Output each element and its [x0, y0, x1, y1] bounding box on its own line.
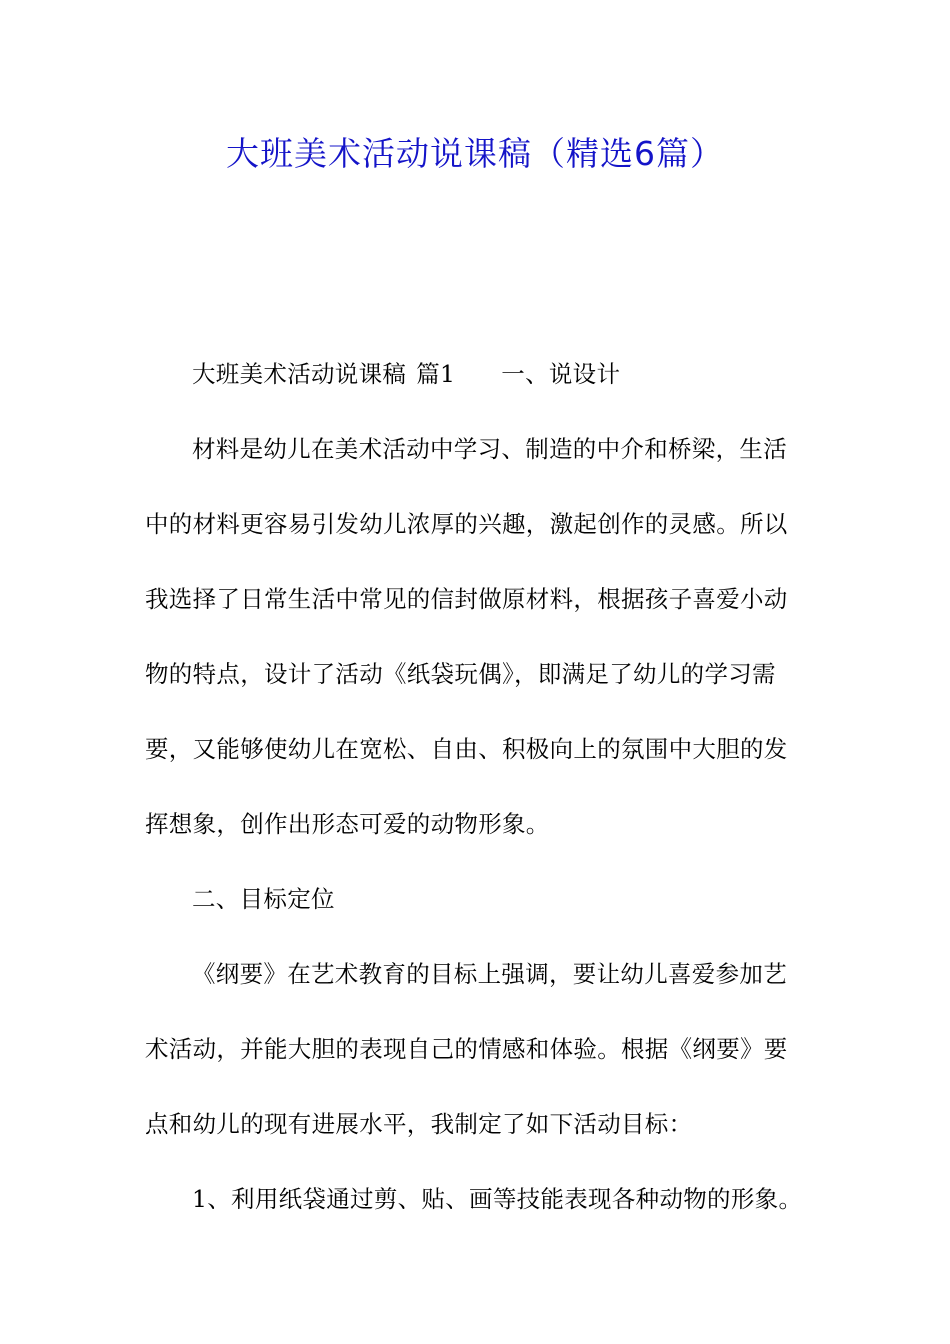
goal-item: 1、利用纸袋通过剪、贴、画等技能表现各种动物的形象。: [192, 1185, 803, 1213]
paragraph-line: 我选择了日常生活中常见的信封做原材料，根据孩子喜爱小动: [145, 585, 788, 613]
part-label: 篇1: [416, 360, 456, 388]
section-title: 大班美术活动说课稿: [192, 360, 407, 388]
paragraph-line: 《纲要》在艺术教育的目标上强调，要让幼儿喜爱参加艺: [192, 960, 787, 988]
paragraph-line: 材料是幼儿在美术活动中学习、制造的中介和桥梁，生活: [192, 435, 787, 463]
subheading: 一、说设计: [501, 360, 621, 388]
document-body: [145, 337, 810, 1237]
paragraph-line: 术活动，并能大胆的表现自己的情感和体验。根据《纲要》要: [145, 1035, 788, 1063]
paragraph-line: 点和幼儿的现有进展水平，我制定了如下活动目标：: [145, 1110, 693, 1138]
heading-target: 二、目标定位: [192, 885, 335, 913]
paragraph-line: 中的材料更容易引发幼儿浓厚的兴趣，激起创作的灵感。所以: [145, 510, 788, 538]
paragraph-line: 物的特点，设计了活动《纸袋玩偶》，即满足了幼儿的学习需: [145, 660, 776, 688]
paragraph-line: 挥想象，创作出形态可爱的动物形象。: [145, 810, 550, 838]
section-heading: [145, 337, 810, 412]
document-title: 大班美术活动说课稿（精选6篇）: [226, 134, 724, 173]
paragraph-line: 要，又能够使幼儿在宽松、自由、积极向上的氛围中大胆的发: [145, 735, 788, 763]
